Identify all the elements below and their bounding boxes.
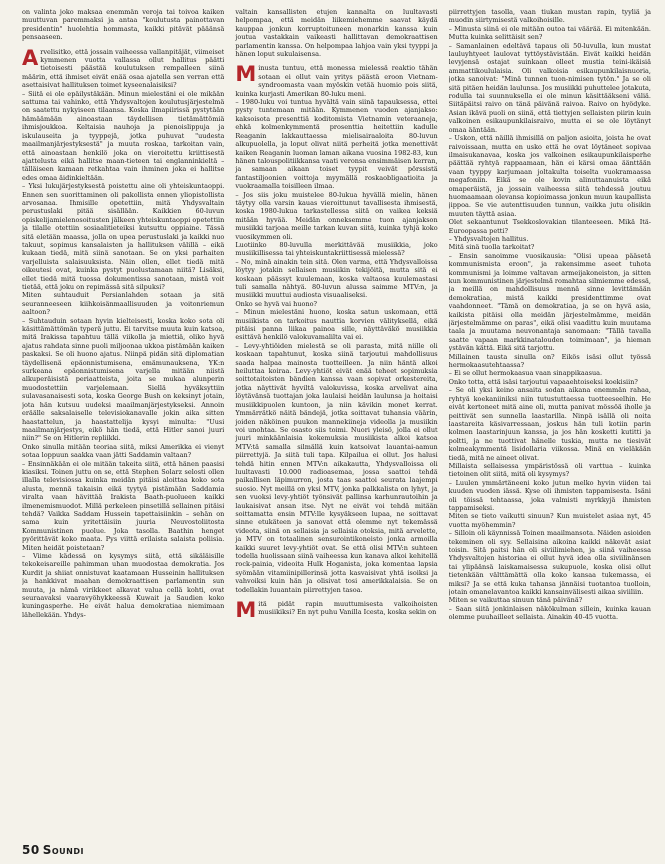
paragraph-with-drop-cap: [235, 64, 437, 98]
paragraph: – Yksi lukujärjestyksestä poistettu aine oli yhteiskuntaoppi. Ennen sen suorittaminen oli pakollista ennen yliopistollista arvosanaa. Ihmisille opetettiin, mitä Yhdysvaltain perustuslaki pitää sisällään. Kaikkien 60-luvun opiskelijamielenosoitusten jälkeen yhteiskuntaoppi opetettiin ja tilalle otettiin sosiaalitieteiksi kutsuttu oppiaine. Tässä sitä eletään maassa, jolla on upea perustuslaki ja kaikki nuo takuut, sopimus kansalaisten ja hallituksen välillä – eikä kukaan tiedä, mitä siinä sanotaan. Se on yksi parhaiten varjelluista salaisuuksista. Näin ollen, ellet tiedä mitä oikeutesi ovat, kuinka pystyt puolustamaan niitä? Lisäksi, ellet tiedä mitä tuossa dokumentissa sanotaan, mistä voit tietää, että joku on repimässä sitä silpuksi?: [22, 182, 225, 291]
article-column-1: [22, 8, 224, 836]
paragraph: – Luulen ymmärtäneeni koko jutun melko hyvin viiden tai kuuden vuoden iässä. Kyse oli ihmisten tappamisesta. Isäni oli töissä tehtaassa, joka valmisti myrkkyjä ihmisten tappamiseksi.: [448, 478, 651, 512]
paragraph-text: rvelisitko, että jossain vaiheessa vallanpitäjät, viimeiset kymmenen vuotta vallassa ollut hallitus päätti tietoisesti päästää koulutuksen rempalleen siinä määrin, että ihmiset eivät enää osaa ajatella sen verran että asettaisivat hallituksen toimet kyseenalaisiksi?: [22, 47, 225, 90]
interview-question: Miten se tieto vaikutti sinuun? Kun muistelet asiaa nyt, 45 vuotta myöhemmin?: [448, 512, 651, 529]
interview-question: Luotiinko 80-luvulla merkittävää musiikkia, joko musiikillisessa tai yhteiskuntakriittisessä mielessä?: [235, 240, 438, 258]
paragraph: – Se oli yksi keino ansaita sodan aikana enemmän rahaa, ryhtyä koekaniiniksi niin tutustuttaessa tuotteeseelhin. He eivät kertoneet mitä aine oli, mutta panivat mössöä iholle ja peittivät sen sunnella laastarilla. Ninpä isällä oli noita laastareita käsivarressaan, joskus hän tuli kotiin parin kolmen laastarinjuun kanssa, ja jos hän kosketti kutitti ja poltti, ja ne tuottivat hänelle tuskia, mutta ne tiesivät kolmeakymmentä lisidollaria viikossa. Minä en vieläkään tiedä, mitä ne aineet olivat.: [448, 386, 651, 462]
paragraph: – Yhdysvaltojen hallitus.: [448, 234, 529, 243]
paragraph: – Ensinnäkään ei ole mitään takeita siitä, että hänen paasisi kiasiksi. Toinen juttu on se, että Stephen Solarz selosti ollen illalla televisiossa kuinka meidän pitäisi aloittaa koko sota alusta, mennä takaisin eikä tyytyä pistämään Saddamia viralta vaan hävittää Irakista Baath-puolueen kaikki ilmenemismuodot. Millä perkeleen pinsetillä sellainen pitäisi tehdä? Vaikka Saddam Hussein tapettaisiinkin – sehän on sama kuin yritettäisiin juuria Neuvostoliitosta Kommunistinen puolue. Joka tasolla. Baathin henget pyörittävät koko maata. Pys viittä erilaista salaista poliisia. Miten heidät poistetaan?: [22, 459, 225, 552]
paragraph-text: itä pidät rapin muuttumisesta valkoihoisten musiikiksi? En nyt puhu Vanilla Icesta, koska sekin on: [258, 600, 438, 617]
paragraph: – Jos siis joku muistelee 80-lukua hyvällä mielin, hänen täytyy olla varsin kauas vieroittunut tavallisesta ihmisestä, koska 1980-lukua tarkastellessa siitä on vaikea keksiä mitään hyvää. Meidän onneksemme tuon ajanjakson musiikki tarjoaa meille tarkan kuvan siitä, kuinka tyhjä koko vuosikymmen oli.: [235, 190, 438, 241]
paragraph: – Suhtauduin sotaan hyvin kielteisesti, koska koko sota oli käsittämättömän typerä juttu. Ei tarvitse muuta kuin katsoa, mitä Irakissa tapahtuu tällä viikolla ja miettiä, oliko hyvä ajatus rahdata sinne puoli miljoonaa ukkoa pistämään kaiken paskaksi. Se oli huono ajatus. Niinpä pidän sitä diplomatian täydellisenä epäonnistumisena, emämunauksena, YK:n surkeana epäonnistumisena varjella mitään niistä alkuperäisistä periaatteista, joita se mukaa alunperin muodostettiin varjelemaan. Siellä hyväksyttiin sulavasanaisesti sota, koska George Bush on keksinyt jotain, jota hän kutsuu uudeksi maailmanjärjestykseksi. Annoin eräälle saksalaiselle televisiokanavalle jokin aika sitten haastattelun, ja haastattelija kysyi minulta: "Uusi maailmanjärjestys, eikö hän tiedä, että Hitler sanoi juuri niin?" Se on Hitlerin repliikki.: [22, 316, 225, 443]
interview-question: Onko se hyvä vai huono?: [235, 299, 318, 308]
paragraph-text: inusta tuntuu, että monessa mielessä reaktio tähän sotaan ei ollut vain yritys päästä eroon Vietnam-syndroomasta vaan myöskin vetää huomio pois siitä, kuinka kurjasti Amerikan 80-luku meni.: [235, 64, 438, 98]
interview-question: Onko totta, että isäsi tarjoutui vapaaehtoiseksi koekisiin?: [448, 377, 638, 386]
paragraph: – Uskon, että näillä ihmisillä on paljon asioita, joista he ovat raivoissaan, mutta en usko että he ovat löytäneet sopivaa ilmaisukanavaa, koska jos valkoinen esikaupunkilaisperhe päättää ryhtyä rappaamaan, hän ei kärsi omaa äänttään vaan tyyppy karjumaan joltakulta toiselta vuokramaassa megafoniin. Eikä se ole kovin alinuttaanuista eikä omaperäistä, ja jossain vaiheessa siitä tehdessä joutuu huomaamaan olevansa kopioimassa jonkun muun kaupallista jippoa. Se vie autenttisuuden tunnun, vaikka jutu olisikin muuten täyttä asiaa.: [448, 134, 651, 218]
interview-question: Mitä sinä tuolla tarkoitat?: [448, 243, 535, 252]
page-footer: [22, 843, 84, 857]
interview-question: Onko sinulla mitään teoriaa siitä, miksi Amerikka ei vienyt sotaa loppuun saakka vaan jätti Saddamin valtaan?: [22, 442, 225, 460]
interview-question: Olet sekaantunut Tsekkoslovakian tilanteeseen. Mikä Itä-Euroopassa petti?: [448, 218, 651, 235]
paragraph: – Ei se ollut hermokaasua vaan sinappikaasua.: [448, 369, 603, 378]
paragraph-with-drop-cap: [235, 598, 438, 623]
interview-question: Millainen tausta sinulla on? Eikös isäsi ollut työssä hermokaasutehtaassa?: [448, 352, 651, 370]
paragraph: – Samanlainen edeltävä tapaus oli 50-luvulla, kun mustat lauluyhtyeet laulovat tyttöystävistään. Eivät kaikki heidän levyjensä ostajat suinkaan olleet mustia teini-ikäisiä ammattikoululaisia. Oli valkoisia esikaupunkilaisnuoria, jotka sanoivat: "Minä tunnen tuon-nimisen tytön." Ja se oli sitä pitäen heidän laulunsa. Jos musiikki puhuttelee jotakuta, rodulla tai suunnuksella ei ole minun käsittääkseni väliä. Siitäpäitsi raivo on tänä päivänä raivoa. Raivo on hyödyke. Asian ikävä puoli on siinä, että tiettyjen sellaisten piirin kuin valkoinen esikaupunkilaisraivo, mutta ei se ole löytänyt omaa ääntään.: [448, 41, 651, 134]
article-column-3: [449, 8, 651, 836]
paragraph: piirrettyjen tasolla, vaan tiukan mustan rapin, tyyliä ja muodin siirtymisestä valkoihoisille.: [448, 8, 651, 25]
paragraph: on valinta joko maksaa enemmän veroja tai toivoa kaiken muuttuvan paremmaksi ja antaa "koulutusta painottavan presidentin" huolehtia hommasta, kaikki pitävät pääänsä pensaaseen.: [22, 8, 225, 42]
drop-cap: M: [235, 62, 257, 87]
article-columns: [22, 8, 651, 842]
drop-cap: A: [22, 45, 39, 70]
interview-question: Millaista sellaisessa ympäristössä oli varttua – kuinka tietoinen olit siitä, mitä oli kysymys?: [448, 461, 651, 479]
page-number: 50: [22, 843, 40, 857]
paragraph: valtain kansallisten etujen kannalta on luultavasti helpompaa, että meidän liikemiehemme saavat käydä kauppaa jonkun korruptoituneen monarkin kanssa kuin joutua vastakkain vaikeasti hallittavan demokraattisen parlamentin kanssa. On helpompaa lahjoa vain yksi tyyppi ja hänen loput sukulaisensa.: [235, 8, 438, 59]
paragraph: – No, minä ainakin tein sitä. Olen varma, että Yhdysvalloissa löytyy jotakin sellaisen musiikin tekijöitä, mutta sitä ei koskaan päässyt kuulemaan, koska valtaosa kuulemastasi tuli samalla nähtyä. 80-luvun alussa saimme MTV:n, ja musiikki muuttui audiosta visuaaliseksi.: [235, 257, 438, 300]
article-column-2: [235, 8, 437, 836]
paragraph: – Minun mielestäni huono, koska satun uskomaan, että musiikista on tarkoitus nauttia korvien välityksellä, eikä pitäisi panna liikaa painoa sille, näyttäväkö musiikkia esittävä henkilö valokuvamalilta vai ei.: [235, 308, 438, 342]
interview-question: Miten se vaikuttaa sinuun tänä päivänä?: [448, 596, 583, 605]
drop-cap: M: [235, 598, 257, 623]
magazine-name: Soundi: [42, 843, 84, 857]
paragraph: – Silloin oli käynnissä Toinen maailmansota. Näiden asioiden tekeminen oli syy. Sellaisina aikoina kaikki näkevät asiat toisin. Sitä paitsi hän oli siviilimiehen, ja siinä vaiheessa Yhdysvaltojen historiaa ei ollut hyvä idea olla siviilinänsen tai ylipäänsä laiskamaisessa sukupuole, koska olisi ollut tietenkään välttämättä olla koko kansaa tukemassa, ei miksi? Ja se että kuka tahansa jännäisi tuotantoa tuolloin, jotain omanelavantoa kaikki kansainvälisesti aikaa siviiliin.: [448, 529, 651, 597]
paragraph: – 1980-luku voi tuntua hyvältä vain siinä tapauksessa, ettei pysty tuntemaan mitään. Kymmenen vuoden ajanjakso: kaksoisota presenttiä koditomista Vietnamin veteraaneja, ehkä kolmenkymmentä prosenttia heitettiin kadulle Reaganin lakkauttaessa mielisairaaloita 80-luvun alkupuolella, ja loput olivat niitä perheitä jotka menettivät kaiken Reaganin luoman laman aikana vuosina 1982-83, kun hänen talouspolitiikkansa vaati veronsa ensimmäisen kerran, ja samaan aikaan toiset tyypit veivät pörssistä fantastiljoonien voittoja myymällä roskaobligaatioita ja vuokraamalla toisilleen ilmaa.: [235, 98, 438, 191]
paragraph: – Ensin sanoimme vuosikausia: "Olisi upeaa pääsetä kommunismista eroon", ja rakensimme aseet tuhota kommunismi ja loimme valtavan armeijakoneiston, ja sitten kun kommunistinen järjestelmä romahtaa silmiemme edessä, ja meillä on mahdollisuus mennä sinne levittämään demokratiaa, mistä kaikki presidenttimme ovat vaahdonneet. "Tämä on demokratiaa, ja se on hyvä asia, kaikista pitäisi olla meidän järjestelmämme, meidän järjestelmämme on paras", eikä olisi vaadittu kuin muutama taala ja muutama neuvonantaja sanomaan: "Tällä tavalla saatte vapaan markkinatalouden toimimaan", ja hieman ystävän kättä. Eikä sitä tarjottu.: [448, 251, 651, 353]
paragraph: – Viime kädessä on kysymys siitä, että sikäläisille tekokeisareille pahimman uhan muodostaa demokratia. Jos Kurdit ja shiiat onnistuvat kaatamaan Husseinin hallituksen ja hankkivat maahan demokraattisen parlamentin sun muuta, ja nämä virikkeet alkavat valua cellä kohti, ovat seuraavaksi vaaravyöhykkeessä Kuwait ja Saudien koko kuningasperhe. He eivät halua demokratiaa niemimaan lähellekään. Yhdys-: [22, 552, 225, 619]
paragraph: – Siitä ei ole epäilystäkään. Minun mielestäni ei ole mikään sattuma tai vahinko, että Yhdysvaltojen koulutusjärjestelmä on saatettu nykyiseen tilaansa. Koska ilmapiirissä pystytään hämäämään ainoastaan täydellisen tietämättömiä ihmisjoukkoa. Keltaisia nauhoja ja pienoislippuja ja iskulauseita ja tyyppejä, jotka puhuvat "uudesta maailmanjärjestyksestä" ja muuta roskaa, tarkoitan vain, että ainoastaan henkilö joka on vieroitettu kriittisestä ajattelusta eikä hallitse maan-tieteen tai englanninkieltä – tälläiseen kamaan retkahtaa vain ihminen joka ei hallitse edes omaa äidinkieltään.: [22, 89, 225, 182]
interview-question: Miten suhtauduit Persianlahden sotaan ja sitä seuranneeseen kiihkoisänmaallisuuden ja voitonriemun aaltoon?: [22, 291, 225, 317]
paragraph: – Minusta siinä ei ole mitään outoa tai väärää. Ei mitenkään. Mutta kuinka selittäisit sen?: [448, 24, 651, 42]
paragraph: – Levy-yhtiöiden mielestä se oli parasta, mitä niille oli koskaan tapahtunut, koska siinä tarjoutui mahdollisuus saada halpaa mainosta tuotteilleen. Ja niin häntä alkoi heiluttaa koiraa. Levy-yhtiöt eivät enää teheet sopimuksia soittotaitoisten bändien kanssa vaan sopivat orkestereita, jotka näyttivät hyviltä valokuvissa, koska arvelivat aina löytävänsä tuottajan joka laulaisi heidän laulunsa ja hoitaisi musiikkipuolen kuntoon, ja niin kävikin monet kerrat. Ymmärrätkö näitä bändejä, jotka soittavat tuhansia väärin, joiden näköinen puukon mannekiineja videolla ja musiikin voi unohtaa. Se osasto siis toimi. Nuori yleisö, jolla ei ollut juuri minkäänlaisia kokemuksia musiikista alkoi katsoa MTV:tä samalla silmällä kuin katsoivat lauantai-aamun piirrettyjä. Ja siitä tuli tapa. Kilpailua ei ollut. Jos halusi tehdä hitin ennen MTV:n aikakautta, Yhdysvalloissa oli luultavasti 10.000 radioasemaa, jossa saattoi tehdä paikallisen läpimurron, josta taas saattoi seurata laajempi suosio. Nyt meillä on yksi MTV, jonka palkkalista on lyhyt, ja sen vuoksi levy-yhtiöt työnsivät pallinsa karhunrautoihin ja laukaisivat ansan itse. Nyt ne eivät voi tehdä mitään soittamatta ensin MTV:lle kysyäkseen lupaa, ne soittavat sinne etukäteen ja sanovat että olemme nyt tekemässä videota, siinä on sellaisia ja sellaisia otoksia, mitä arvelette, ja MTV on totaalinen sensurointikoneisto jonka armoilla kaikki suuret levy-yhtiöt ovat. Se että olisi MTV:n suhteen todella huolissaan siinä vaiheessa kun kanava alkoi kehitellä rock-painia, videoita Hulk Hoganista, joka komentaa lapsia syömään vitamiinipillerinsä jotta kasvaisivat yhtä isoiksi ja vahvoiksi kuin hän ja olisivat tosi amerikkalaisia. Se on todellakin luuantain piirrettyjen tasoa.: [235, 341, 438, 594]
paragraph-with-drop-cap: [22, 45, 225, 90]
paragraph: – Saan siitä jonkinlaisen näkökulman sillein, kuinka kauan olemme puuhailleet sellaista. Ainakin 40-45 vuotta.: [448, 604, 651, 622]
